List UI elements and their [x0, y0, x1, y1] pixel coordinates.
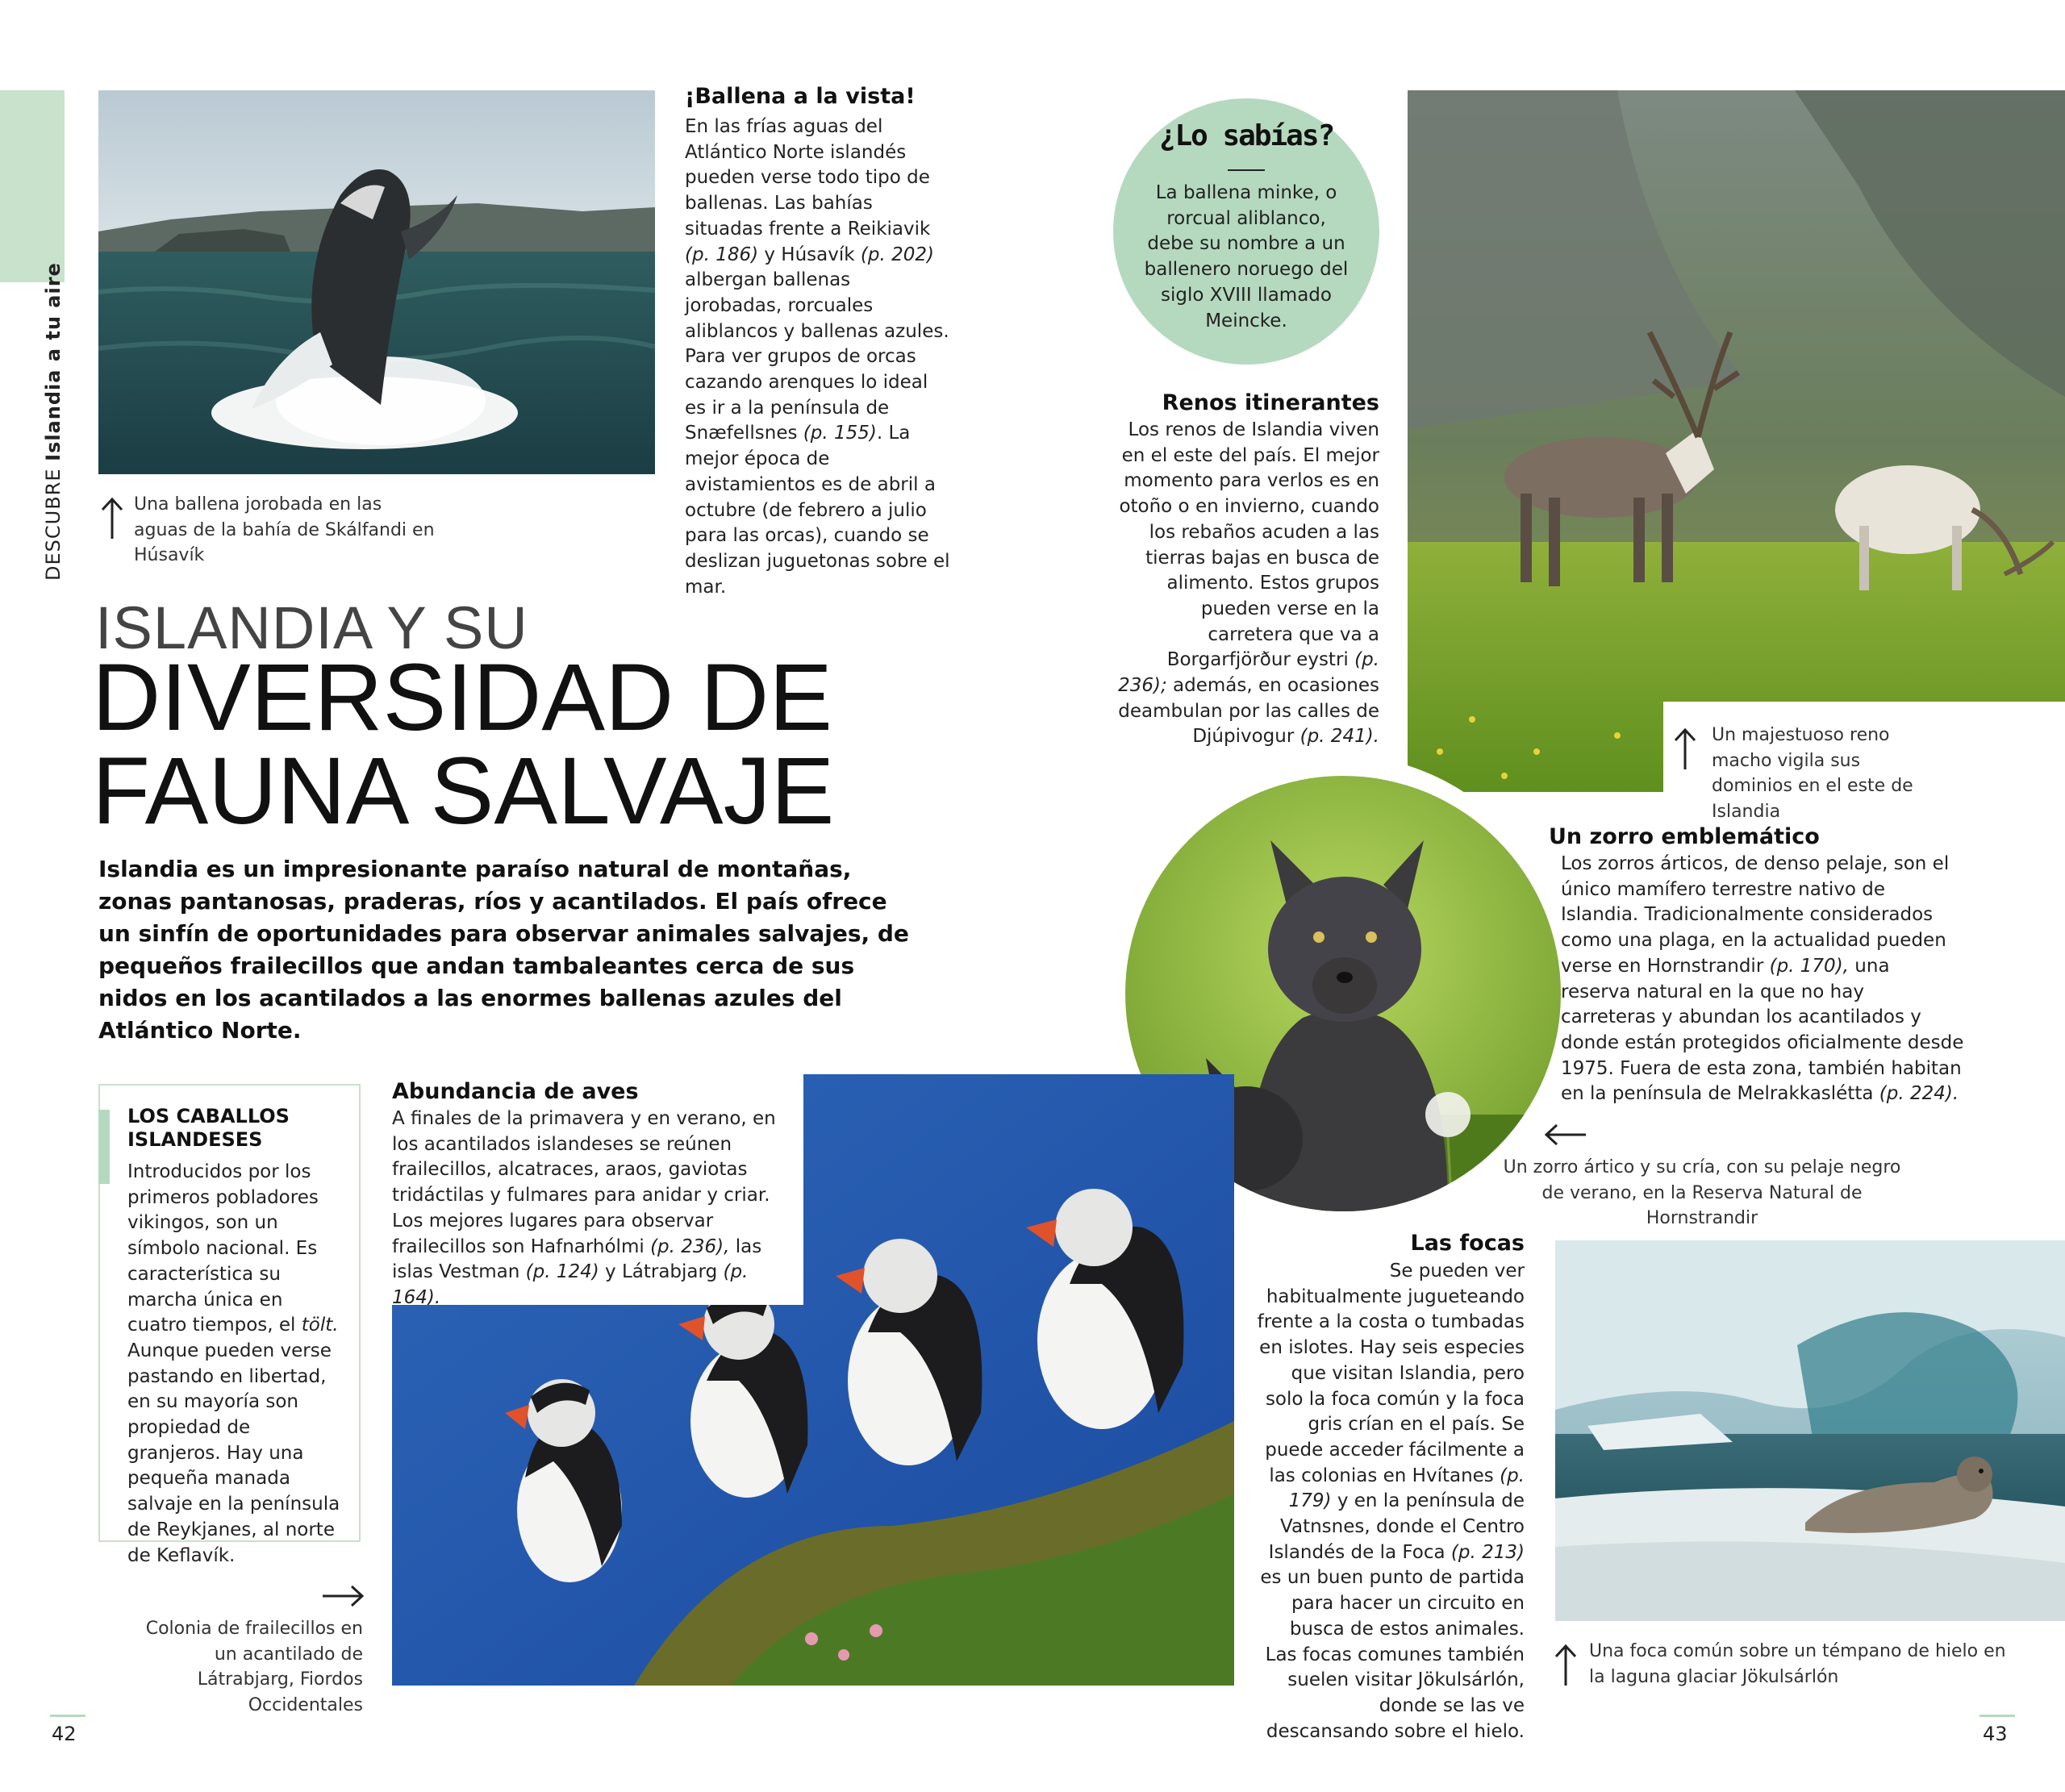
headline-intro: Islandia es un impresionante paraíso natural de montañas, zonas pantanosas, praderas, ríos y acantilados. El país ofrece un sinfín de oportunidades para observar animales salvajes, de pequeños frailecillos que andan tambaleantes cerca de sus nidos en los acantilados a las enormes ballenas azules del Atlántico Norte.	[98, 856, 909, 1044]
text-segment: y en la península de Vatnsnes, donde el Centro Islandés de la Foca	[1268, 1490, 1525, 1563]
whale-title: ¡Ballena a la vista!	[685, 84, 916, 109]
arrow-up-icon	[1673, 727, 1697, 771]
text-segment: albergan ballenas jorobadas, rorcuales aliblancos y ballenas azules. Para ver grupos de orcas cazando arenques lo ideal es ir a la península de Snæfellsnes	[685, 269, 949, 444]
page-number-left: 42	[52, 1723, 77, 1745]
horses-title: LOS CABALLOS ISLANDESES	[127, 1105, 290, 1151]
text-segment: tölt.	[301, 1315, 339, 1336]
text-segment: (p. 236),	[650, 1236, 730, 1257]
seals-body	[1254, 1259, 1525, 1744]
text-segment: (p. 124)	[525, 1261, 599, 1283]
did-you-know-text: La ballena minke, o rorcual aliblanco, debe su nombre a un ballenero noruego del siglo XVIII llamado Meincke.	[1144, 182, 1349, 331]
reindeer-body	[1113, 418, 1379, 750]
reindeer-caption: Un majestuoso reno macho vigila sus dominios en el este de Islandia	[1712, 725, 1913, 822]
birds-title: Abundancia de aves	[392, 1079, 639, 1104]
text-segment: y Húsavík	[758, 244, 861, 265]
text-segment: . La mejor época de avistamientos es de abril a octubre (de febrero a julio para las orcas), cuando se deslizan juguetonas sobre el mar.	[685, 423, 950, 598]
text-segment: además, en ocasiones deambulan por las calles de Djúpivogur	[1118, 675, 1379, 748]
fox-title: Un zorro emblemático	[1549, 824, 1820, 849]
side-tab-section: DESCUBRE	[42, 468, 65, 581]
text-segment: (p. 236);	[1118, 649, 1379, 697]
text-segment: (p. 186)	[685, 244, 759, 265]
side-tab-topic: Islandia a tu aire	[42, 262, 65, 461]
text-segment: (p. 170),	[1769, 955, 1849, 977]
text-segment: es un buen punto de partida para hacer un circuito en busca de estos animales. Las focas comunes también suelen visitar Jökulsárlón, donde se las ve descansando sobre el hielo.	[1260, 1567, 1525, 1742]
headline-line-2: DIVERSIDAD DE	[92, 644, 832, 751]
fox-caption: Un zorro ártico y su cría, con su pelaje negro de verano, en la Reserva Natural de Hornstrandir	[1503, 1157, 1901, 1228]
arrow-left-icon	[1544, 1123, 1587, 1147]
seals-title: Las focas	[1410, 1231, 1525, 1256]
horses-body	[127, 1160, 345, 1569]
reindeer-photo	[1408, 90, 2065, 792]
arrow-right-icon	[321, 1584, 365, 1608]
fox-body	[1561, 852, 1964, 1107]
text-segment: (p. 155)	[803, 423, 877, 444]
side-tab-label	[42, 262, 65, 581]
text-segment: Se pueden ver habitualmente jugueteando frente a la costa o tumbadas en islotes. Hay seis especies que visitan Islandia, pero solo la foca común y la foca gris crían en el país. Se puede acceder fácilmente a las colonias en Hvítanes	[1257, 1261, 1525, 1486]
arrow-up-icon	[1554, 1644, 1578, 1687]
whale-photo	[98, 90, 655, 474]
page-number-left-rule	[50, 1715, 86, 1717]
text-segment: (p. 179)	[1288, 1465, 1525, 1512]
text-segment: (p. 241).	[1299, 726, 1379, 748]
text-segment: (p. 202)	[860, 244, 934, 265]
birds-caption: Colonia de frailecillos en un acantilado de Látrabjarg, Fiordos Occidentales	[145, 1619, 363, 1715]
whale-caption: Una ballena jorobada en las aguas de la bahía de Skálfandi en Húsavík	[134, 494, 435, 565]
birds-body	[392, 1106, 779, 1311]
text-segment: (p. 213)	[1450, 1541, 1525, 1563]
text-segment: y Látrabjarg	[599, 1261, 724, 1283]
page-number-right: 43	[1983, 1723, 2008, 1745]
text-segment: Aunque pueden verse pastando en libertad, en su mayoría son propiedad de granjeros. Hay una pequeña manada salvaje en la península de Reykjanes, al norte de Keflavík.	[127, 1340, 340, 1566]
headline-line-3: FAUNA SALVAJE	[92, 738, 835, 844]
text-segment: (p. 164).	[392, 1261, 749, 1308]
text-segment: una reserva natural en la que no hay carreteras y abundan los acantilados y donde están protegidos oficialmente desde 1975. Fuera de esta zona, también habitan en la península de Melrakkaslétta	[1561, 955, 1964, 1105]
text-segment: A finales de la primavera y en verano, en los acantilados islandeses se reúnen frailecillos, alcatraces, araos, gaviotas tridáctilas y fulmares para anidar y criar. Los mejores lugares para observar frailecillos son Hafnarhólmi	[392, 1108, 776, 1257]
text-segment: Los zorros árticos, de denso pelaje, son el único mamífero terrestre nativo de Islandia. Tradicionalmente considerados como una plaga, en la actualidad pueden verse en Hornstrandir	[1561, 853, 1950, 977]
whale-body	[685, 115, 951, 600]
text-segment: En las frías aguas del Atlántico Norte islandés pueden verse todo tipo de ballenas. Las bahías situadas frente a Reikiavik	[685, 116, 931, 240]
reindeer-title: Renos itinerantes	[1162, 390, 1379, 415]
text-segment: las islas Vestman	[392, 1236, 762, 1283]
text-segment: Los renos de Islandia viven en el este del país. El mejor momento para verlos es en otoño o en invierno, cuando los rebaños acuden a las tierras bajas en busca de alimento. Estos grupos pueden verse en la carretera que va a Borgarfjörður eystri	[1119, 419, 1379, 671]
did-you-know-title: ¿Lo sabías?	[1158, 119, 1334, 152]
horses-accent-bar	[98, 1110, 110, 1184]
text-segment: (p. 224).	[1879, 1083, 1959, 1105]
did-you-know-rule	[1228, 169, 1265, 171]
seal-caption: Una foca común sobre un témpano de hielo en la laguna glaciar Jökulsárlón	[1589, 1641, 2006, 1687]
side-tab-bar	[0, 90, 65, 282]
page-number-right-rule	[1979, 1715, 2015, 1717]
text-segment: Introducidos por los primeros pobladores vikingos, son un símbolo nacional. Es característica su marcha única en cuatro tiempos, el	[127, 1161, 319, 1336]
arrow-up-icon	[100, 497, 124, 540]
seal-photo	[1555, 1240, 2065, 1621]
headline-line-1: ISLANDIA Y SU	[95, 594, 528, 661]
